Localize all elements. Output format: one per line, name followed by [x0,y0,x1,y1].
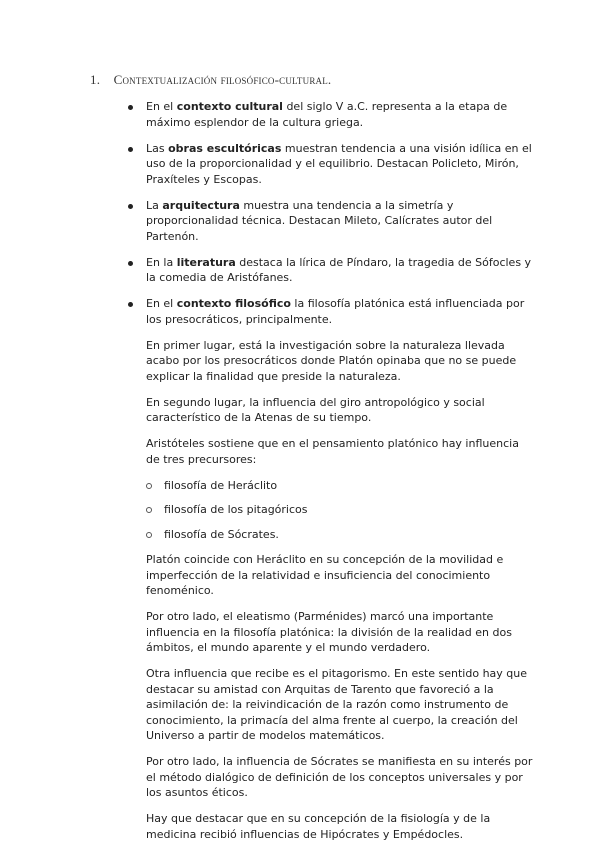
bullet-item [128,198,533,245]
section-title: Contextualización filosófico-cultural. [113,72,332,87]
paragraph: Aristóteles sostiene que en el pensamiento platónico hay influencia de tres precursores: [146,437,519,466]
paragraph: Por otro lado, la influencia de Sócrates se manifiesta en su interés por el método dialógico de definición de los conceptos universales y por los asuntos éticos. [146,755,533,799]
bullet-text: En el [146,297,177,310]
precursor-list [146,478,533,543]
paragraph: Platón coincide con Heráclito en su concepción de la movilidad e imperfección de la relatividad e insuficiencia del conocimiento fenoménico. [146,553,504,597]
list-item: filosofía de Heráclito [146,478,533,494]
paragraph: Por otro lado, el eleatismo (Parménides) marcó una importante influencia en la filosofía platónica: la división de la realidad en dos ámbitos, el mundo aparente y el mundo verdadero. [146,610,512,654]
section-heading [90,72,331,88]
bullet-text: del siglo V a.C. representa a la etapa de máximo esplendor de la cultura griega. [146,100,508,129]
bullet-item [128,255,533,286]
paragraph: En primer lugar, está la investigación sobre la naturaleza llevada acabo por los presocráticos donde Platón opinaba que no se puede explicar la finalidad que preside la naturaleza. [146,338,517,383]
bullet-text: En la [146,255,177,269]
bullet-list [128,99,533,853]
paragraph: Otra influencia que recibe es el pitagorismo. En este sentido hay que destacar su amistad con Arquitas de Tarento que favoreció a la asimilación de: la reivindicación de la razón como instrumento de conocimiento, la primacía del alma frente al cuerpo, la creación del Universo a partir de modelos matemáticos. [146,667,528,742]
list-item: filosofía de los pitagóricos [146,502,533,518]
bullet-text: la filosofía platónica está influenciada por los presocráticos, principalmente. [146,297,525,326]
bullet-bold: obras escultóricas [168,141,282,155]
list-item: filosofía de Sócrates. [146,527,533,543]
bullet-text: En el [146,100,177,113]
subsection-body [128,338,533,843]
bullet-item [128,99,533,130]
section-number: 1. [90,72,101,87]
bullet-bold: literatura [176,255,236,269]
paragraph: En segundo lugar, la influencia del giro antropológico y social característico de la Atenas de su tiempo. [146,395,485,424]
paragraph: Hay que destacar que en su concepción de la fisiología y de la medicina recibió influencias de Hipócrates y Empédocles. [146,812,491,841]
bullet-bold: contexto cultural [176,100,283,113]
bullet-text: destaca la lírica de Píndaro, la tragedia de Sófocles y la comedia de Aristófanes. [146,255,532,284]
bullet-bold: contexto filosófico [176,297,291,310]
bullet-text: muestra una tendencia a la simetría y proporcionalidad técnica. Destacan Mileto, Calícrates autor del Partenón. [146,198,493,243]
bullet-text: Las [146,141,169,155]
bullet-text: muestran tendencia a una visión idílica en el uso de la proporcionalidad y el equilibrio. Destacan Policleto, Mirón, Praxíteles y Escopas. [146,141,532,186]
bullet-item [128,296,533,327]
bullet-bold: arquitectura [162,198,240,212]
bullet-item [128,141,533,188]
bullet-text: La [146,198,163,212]
